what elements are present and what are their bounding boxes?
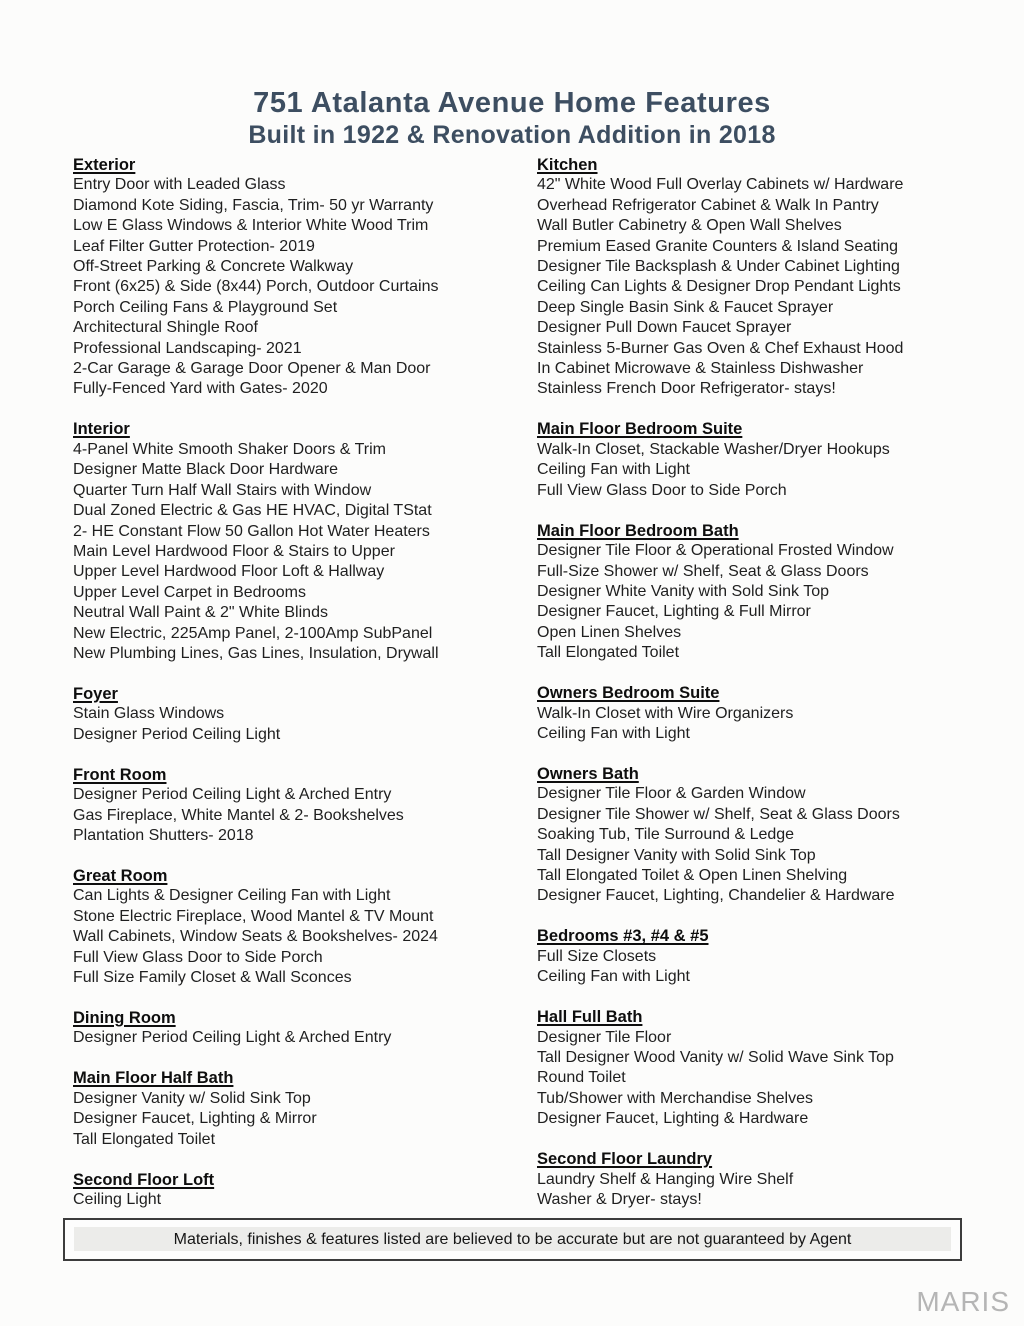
feature-item: Designer Period Ceiling Light & Arched Entry xyxy=(73,1029,392,1047)
section-heading: Exterior xyxy=(73,156,136,174)
feature-item: Tall Designer Wood Vanity w/ Solid Wave Sink Top xyxy=(537,1049,894,1066)
feature-item: Ceiling Light xyxy=(73,1191,162,1209)
section-heading: Owners Bedroom Suite xyxy=(537,684,720,703)
feature-item: Round Toilet xyxy=(537,1069,626,1087)
feature-item: Designer Matte Black Door Hardware xyxy=(73,461,338,479)
feature-item: Washer & Dryer- stays! xyxy=(537,1191,702,1209)
section-foyer xyxy=(73,684,528,745)
feature-item: Stainless 5-Burner Gas Oven & Chef Exhaust Hood xyxy=(537,339,904,357)
feature-item: 2- HE Constant Flow 50 Gallon Hot Water Heaters xyxy=(73,522,430,540)
feature-item: Full Size Family Closet & Wall Sconces xyxy=(73,969,352,986)
feature-item: Wall Cabinets, Window Seats & Bookshelves- 2024 xyxy=(73,928,438,946)
feature-item: Designer Faucet, Lighting & Mirror xyxy=(73,1110,317,1128)
section-kitchen xyxy=(537,155,1007,400)
feature-item: Designer Pull Down Faucet Sprayer xyxy=(537,319,792,337)
feature-item: 2-Car Garage & Garage Door Opener & Man Door xyxy=(73,360,431,378)
feature-item: New Electric, 225Amp Panel, 2-100Amp SubPanel xyxy=(73,624,433,642)
section-bedrooms-3-4-5 xyxy=(537,926,1007,987)
feature-item: Designer Period Ceiling Light & Arched Entry xyxy=(73,786,392,804)
section-heading: Dining Room xyxy=(73,1009,176,1027)
feature-item: Architectural Shingle Roof xyxy=(73,319,258,337)
section-heading: Kitchen xyxy=(537,156,598,174)
feature-item: Deep Single Basin Sink & Faucet Sprayer xyxy=(537,298,834,316)
feature-item: Full Size Closets xyxy=(537,947,657,965)
feature-item: Designer Faucet, Lighting & Full Mirror xyxy=(537,603,811,621)
page-title: 751 Atalanta Avenue Home Features xyxy=(253,87,771,119)
feature-item: Open Linen Shelves xyxy=(537,623,682,641)
section-heading: Hall Full Bath xyxy=(537,1008,643,1027)
feature-item: Ceiling Can Lights & Designer Drop Pendant Lights xyxy=(537,278,901,296)
section-owners-bath xyxy=(537,764,1007,907)
feature-item: Designer Faucet, Lighting & Hardware xyxy=(537,1110,809,1128)
section-main-floor-bedroom-suite xyxy=(537,419,1007,501)
feature-item: Stain Glass Windows xyxy=(73,705,225,723)
section-heading: Main Floor Half Bath xyxy=(73,1069,234,1088)
feature-item: Leaf Filter Gutter Protection- 2019 xyxy=(73,237,315,255)
feature-item: Designer Tile Shower w/ Shelf, Seat & Glass Doors xyxy=(537,805,900,823)
feature-item: Entry Door with Leaded Glass xyxy=(73,176,286,194)
feature-item: Professional Landscaping- 2021 xyxy=(73,339,302,357)
feature-item: Designer Period Ceiling Light xyxy=(73,725,281,743)
feature-item: Quarter Turn Half Wall Stairs with Window xyxy=(73,481,372,499)
feature-item: Plantation Shutters- 2018 xyxy=(73,826,254,844)
feature-item: Ceiling Fan with Light xyxy=(537,461,690,479)
feature-item: Designer Faucet, Lighting, Chandelier & Hardware xyxy=(537,887,895,905)
feature-item: Upper Level Carpet in Bedrooms xyxy=(73,583,307,601)
feature-item: Neutral Wall Paint & 2" White Blinds xyxy=(73,604,328,622)
section-second-floor-laundry xyxy=(537,1149,1007,1210)
section-owners-bedroom-suite xyxy=(537,683,1007,744)
feature-item: Laundry Shelf & Hanging Wire Shelf xyxy=(537,1170,794,1188)
feature-item: Designer Vanity w/ Solid Sink Top xyxy=(73,1089,311,1107)
feature-item: Tall Elongated Toilet xyxy=(537,644,680,662)
section-heading: Great Room xyxy=(73,866,168,885)
feature-item: Ceiling Fan with Light xyxy=(537,968,690,986)
feature-item: Ceiling Fan with Light xyxy=(537,724,690,742)
feature-item: Designer White Vanity with Sold Sink Top xyxy=(537,582,829,600)
section-heading: Bedrooms #3, #4 & #5 xyxy=(537,927,709,946)
section-second-floor-loft xyxy=(73,1170,528,1211)
feature-item: Stone Electric Fireplace, Wood Mantel & TV Mount xyxy=(73,907,434,925)
section-hall-full-bath xyxy=(537,1007,1007,1129)
feature-item: Soaking Tub, Tile Surround & Ledge xyxy=(537,826,795,844)
feature-item: Dual Zoned Electric & Gas HE HVAC, Digital TStat xyxy=(73,502,432,520)
feature-item: Wall Butler Cabinetry & Open Wall Shelves xyxy=(537,217,842,235)
feature-item: Designer Tile Backsplash & Under Cabinet Lighting xyxy=(537,258,900,276)
section-heading: Second Floor Laundry xyxy=(537,1150,713,1169)
feature-item: Walk-In Closet with Wire Organizers xyxy=(537,704,794,722)
feature-item: Gas Fireplace, White Mantel & 2- Bookshelves xyxy=(73,806,404,824)
left-column xyxy=(73,155,528,1230)
feature-item: 4-Panel White Smooth Shaker Doors & Trim xyxy=(73,440,387,458)
document-header xyxy=(0,86,1024,151)
section-dining-room xyxy=(73,1008,528,1049)
section-main-floor-bedroom-bath xyxy=(537,521,1007,664)
feature-item: Diamond Kote Siding, Fascia, Trim- 50 yr Warranty xyxy=(73,196,434,214)
feature-item: Walk-In Closet, Stackable Washer/Dryer Hookups xyxy=(537,440,890,458)
feature-item: Designer Tile Floor & Garden Window xyxy=(537,785,806,803)
section-front-room xyxy=(73,765,528,847)
section-main-floor-half-bath xyxy=(73,1068,528,1150)
section-heading: Foyer xyxy=(73,684,118,703)
feature-item: Tub/Shower with Merchandise Shelves xyxy=(537,1089,813,1107)
disclaimer-text: Materials, finishes & features listed are believed to be accurate but are not guaranteed by Agent xyxy=(173,1230,852,1248)
section-heading: Main Floor Bedroom Suite xyxy=(537,420,743,439)
section-interior xyxy=(73,419,528,664)
feature-item: Full View Glass Door to Side Porch xyxy=(537,481,787,499)
section-heading: Owners Bath xyxy=(537,764,639,783)
feature-item: Premium Eased Granite Counters & Island Seating xyxy=(537,237,899,255)
feature-item: Off-Street Parking & Concrete Walkway xyxy=(73,258,354,276)
section-exterior xyxy=(73,155,528,400)
page-subtitle: Built in 1922 & Renovation Addition in 2018 xyxy=(248,121,776,149)
feature-item: Upper Level Hardwood Floor Loft & Hallway xyxy=(73,563,385,581)
feature-item: Full View Glass Door to Side Porch xyxy=(73,948,323,966)
feature-item: Front (6x25) & Side (8x44) Porch, Outdoor Curtains xyxy=(73,278,439,296)
section-heading: Second Floor Loft xyxy=(73,1170,215,1189)
feature-item: In Cabinet Microwave & Stainless Dishwasher xyxy=(537,360,864,378)
feature-item: Low E Glass Windows & Interior White Wood Trim xyxy=(73,217,429,235)
feature-item: Main Level Hardwood Floor & Stairs to Upper xyxy=(73,542,395,560)
feature-item: Designer Tile Floor & Operational Frosted Window xyxy=(537,542,894,560)
feature-item: Designer Tile Floor xyxy=(537,1028,672,1046)
feature-item: Tall Elongated Toilet & Open Linen Shelving xyxy=(537,866,848,884)
feature-item: Full-Size Shower w/ Shelf, Seat & Glass Doors xyxy=(537,562,869,580)
section-heading: Main Floor Bedroom Bath xyxy=(537,521,739,540)
maris-watermark: MARIS xyxy=(916,1286,1010,1317)
feature-item: Porch Ceiling Fans & Playground Set xyxy=(73,298,338,316)
feature-item: Can Lights & Designer Ceiling Fan with Light xyxy=(73,887,391,905)
feature-item: Tall Designer Vanity with Solid Sink Top xyxy=(537,846,816,864)
disclaimer-box xyxy=(63,1218,962,1261)
feature-item: Tall Elongated Toilet xyxy=(73,1130,216,1148)
section-heading: Front Room xyxy=(73,765,167,784)
feature-item: New Plumbing Lines, Gas Lines, Insulation, Drywall xyxy=(73,644,439,662)
feature-item: Overhead Refrigerator Cabinet & Walk In Pantry xyxy=(537,196,879,214)
section-great-room xyxy=(73,866,528,988)
right-column xyxy=(537,155,1007,1230)
feature-item: Fully-Fenced Yard with Gates- 2020 xyxy=(73,380,328,398)
section-heading: Interior xyxy=(73,420,130,439)
feature-item: 42" White Wood Full Overlay Cabinets w/ Hardware xyxy=(537,176,904,194)
feature-item: Stainless French Door Refrigerator- stays! xyxy=(537,380,836,398)
